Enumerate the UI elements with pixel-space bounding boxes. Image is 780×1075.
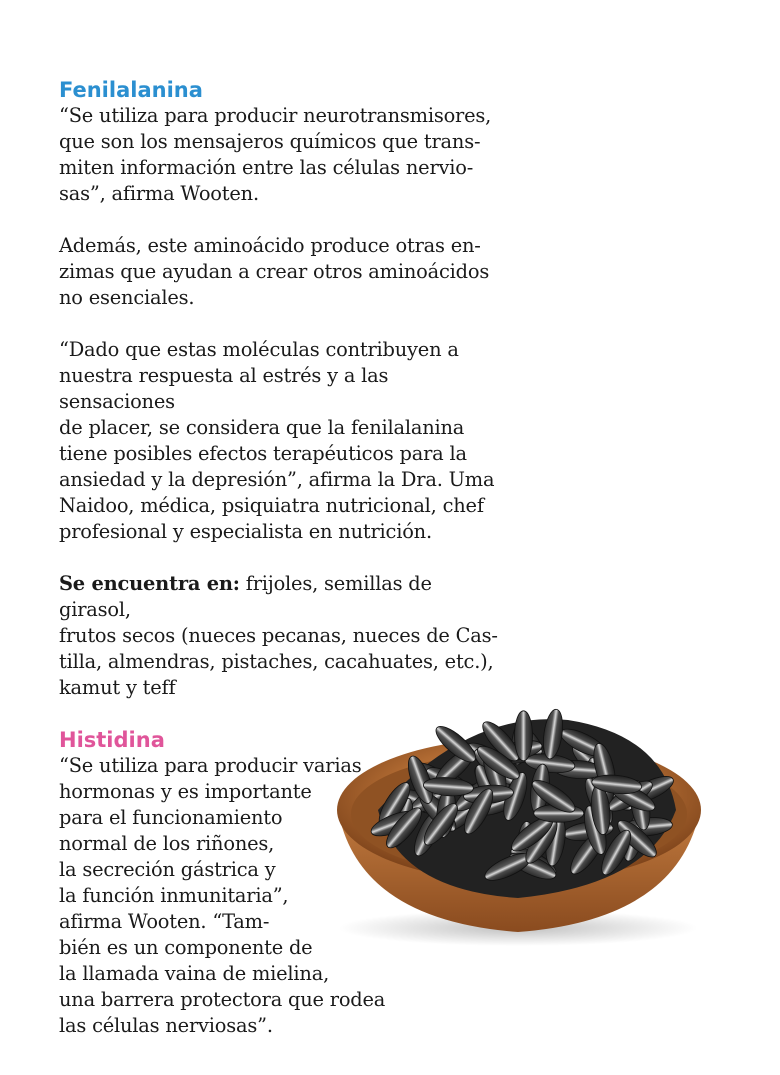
sunflower-seeds-bowl-image [318,700,718,950]
fenilalanina-paragraph-1: “Se utiliza para producir neurotransmisores, que son los mensajeros químicos que trans- miten información entre las células nervio- sas”, afirma Wooten. [59,104,492,205]
heading-fenilalanina: Fenilalanina [59,78,203,102]
bowl-illustration [318,700,718,950]
found-in-text: frijoles, semillas de girasol, frutos secos (nueces pecanas, nueces de Cas- tilla, almendras, pistaches, cacahuates, etc.), kamut y teff [59,572,498,699]
fenilalanina-found-in [59,571,509,701]
heading-histidina: Histidina [59,728,165,752]
histidina-paragraph-1: “Se utiliza para producir varias hormonas y es importante para el funcionamiento normal de los riñones, la secreción gástrica y la función inmunitaria”, afirma Wooten. “Tam- bién es un componente de la llamada vaina de mielina, una barrera protectora que rodea las células nerviosas”. [59,754,386,1037]
fenilalanina-paragraph-3: “Dado que estas moléculas contribuyen a nuestra respuesta al estrés y a las sensaciones de placer, se considera que la fenilalanina tiene posibles efectos terapéuticos para la ansiedad y la depresión”, afirma la Dra. Uma Naidoo, médica, psiquiatra nutricional, chef profesional y especialista en nutrición. [59,338,495,543]
found-in-label: Se encuentra en: [59,572,240,595]
sunflower-seed [515,711,533,761]
fenilalanina-paragraph-2: Además, este aminoácido produce otras en- zimas que ayudan a crear otros aminoácidos no esenciales. [59,234,490,309]
